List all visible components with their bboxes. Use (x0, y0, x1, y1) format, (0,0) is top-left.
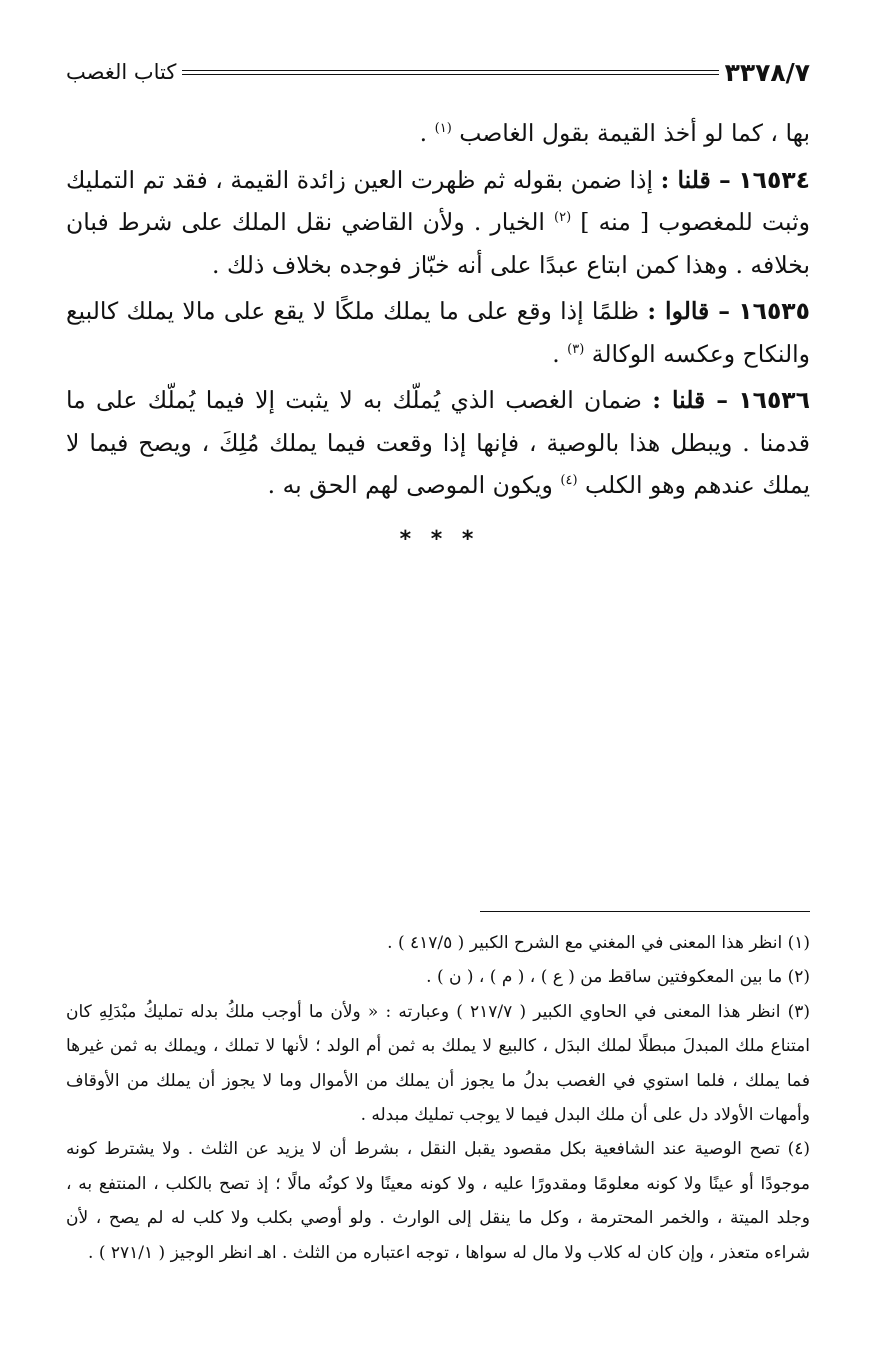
paragraph-text: . (552, 339, 568, 368)
paragraph-16536 (66, 379, 810, 507)
header-rule (182, 70, 718, 75)
paragraph-text: الخيار . ولأن القاضي نقل الملك على شرط فبان بخلافه . وهذا كمن ابتاع عبدًا على أنه خبّاز فوجده بخلاف ذلك . (66, 208, 810, 279)
running-header (66, 52, 810, 92)
paragraph-number: ١٦٥٣٦ (738, 386, 810, 414)
paragraph-16534 (66, 159, 810, 287)
footnotes (66, 926, 810, 1270)
paragraph-lead: قالوا : (647, 297, 710, 325)
main-text (66, 112, 810, 511)
paragraph-continuation (66, 112, 810, 155)
paragraph-text: إذا ضمن بقوله ثم ظهرت العين زائدة القيمة ، فقد تم التمليك وثبت للمغصوب [ منه ] (66, 165, 810, 236)
paragraph-lead: قلنا : (660, 165, 711, 194)
paragraph-text: ويكون الموصى لهم الحق به . (267, 471, 561, 499)
paragraph-text: . (419, 119, 435, 147)
book-title: كتاب الغصب (66, 60, 177, 84)
paragraph-text: بها ، كما لو أخذ القيمة بقول الغاصب (459, 119, 810, 147)
footnote-ref-2: (٢) (554, 210, 572, 226)
paragraph-text: ظلمًا إذا وقع على ما يملك ملكًا لا يقع على مالا يملك كالبيع والنكاح وعكسه الوكالة (66, 297, 810, 368)
footnote-4: (٤) تصح الوصية عند الشافعية بكل مقصود يقبل النقل ، بشرط أن لا يزيد عن الثلث . ولا يشترط كونه موجودًا أو عينًا ولا كونه معلومًا ومقدورًا عليه ، ولا كونه معينًا ولا كونُه مالًا ؛ إذ تصح بالكلب ، المنتفع به ، وجلد الميتة ، والخمر المحترمة ، وكل ما ينقل إلى الوارث . ولو أوصي بكلب ولا كلب له لم يصح ، لأن شراءه متعذر ، وإن كان له كلاب ولا مال له سواها ، توجه اعتباره من الثلث . اهـ انظر الوجيز ( ٢٧١/١ ) . (66, 1139, 810, 1263)
paragraph-lead: قلنا : (652, 386, 706, 414)
paragraph-dash: – (709, 297, 730, 325)
page-number: ٣٣٧٨/٧ (724, 57, 810, 87)
footnote-2: (٢) ما بين المعكوفتين ساقط من ( ع ) ، ( م ) ، ( ن ) . (426, 967, 810, 988)
footnote-ref-3: (٣) (567, 341, 585, 357)
footnote-rule (480, 911, 810, 912)
paragraph-text: ضمان الغصب الذي يُملّك به لا يثبت إلا فيما يُملّك على ما قدمنا . ويبطل هذا بالوصية ، فإنها إذا وقعت فيما يملك مُلِكَ ، ويصح فيما لا يملك عندهم وهو الكلب (66, 386, 810, 499)
paragraph-number: ١٦٥٣٤ (738, 165, 811, 194)
paragraph-dash: – (710, 165, 731, 194)
footnote-3: (٣) انظر هذا المعنى في الحاوي الكبير ( ٢١٧/٧ ) وعبارته : « ولأن ما أوجب ملكُ بدله تمليكُ مبْدَلِهِ كان امتناع ملك المبدلَ مبطلًا لملك البدَل ، كالبيع لا يملك به ثمن أم الولد ؛ لأنها لا تملك ، ويملك به ثمن غيرها فما يملك ، فلما استوي في الغصب بدلُ ما يجوز أن يملك من الأموال وما لا يجوز أن يملك من الأوقاف وأمهات الأولاد دل على أن ملك البدل فيما لا يوجب تمليك مبدله . (66, 1001, 811, 1126)
paragraph-dash: – (705, 386, 728, 414)
footnote-1: (١) انظر هذا المعنى في المغني مع الشرح الكبير ( ٤١٧/٥ ) . (387, 933, 810, 953)
footnote-ref-1: (١) (434, 121, 452, 137)
footnote-ref-4: (٤) (560, 473, 578, 489)
section-separator: * * * (399, 527, 480, 552)
paragraph-16535 (66, 290, 810, 375)
paragraph-number: ١٦٥٣٥ (738, 297, 810, 325)
